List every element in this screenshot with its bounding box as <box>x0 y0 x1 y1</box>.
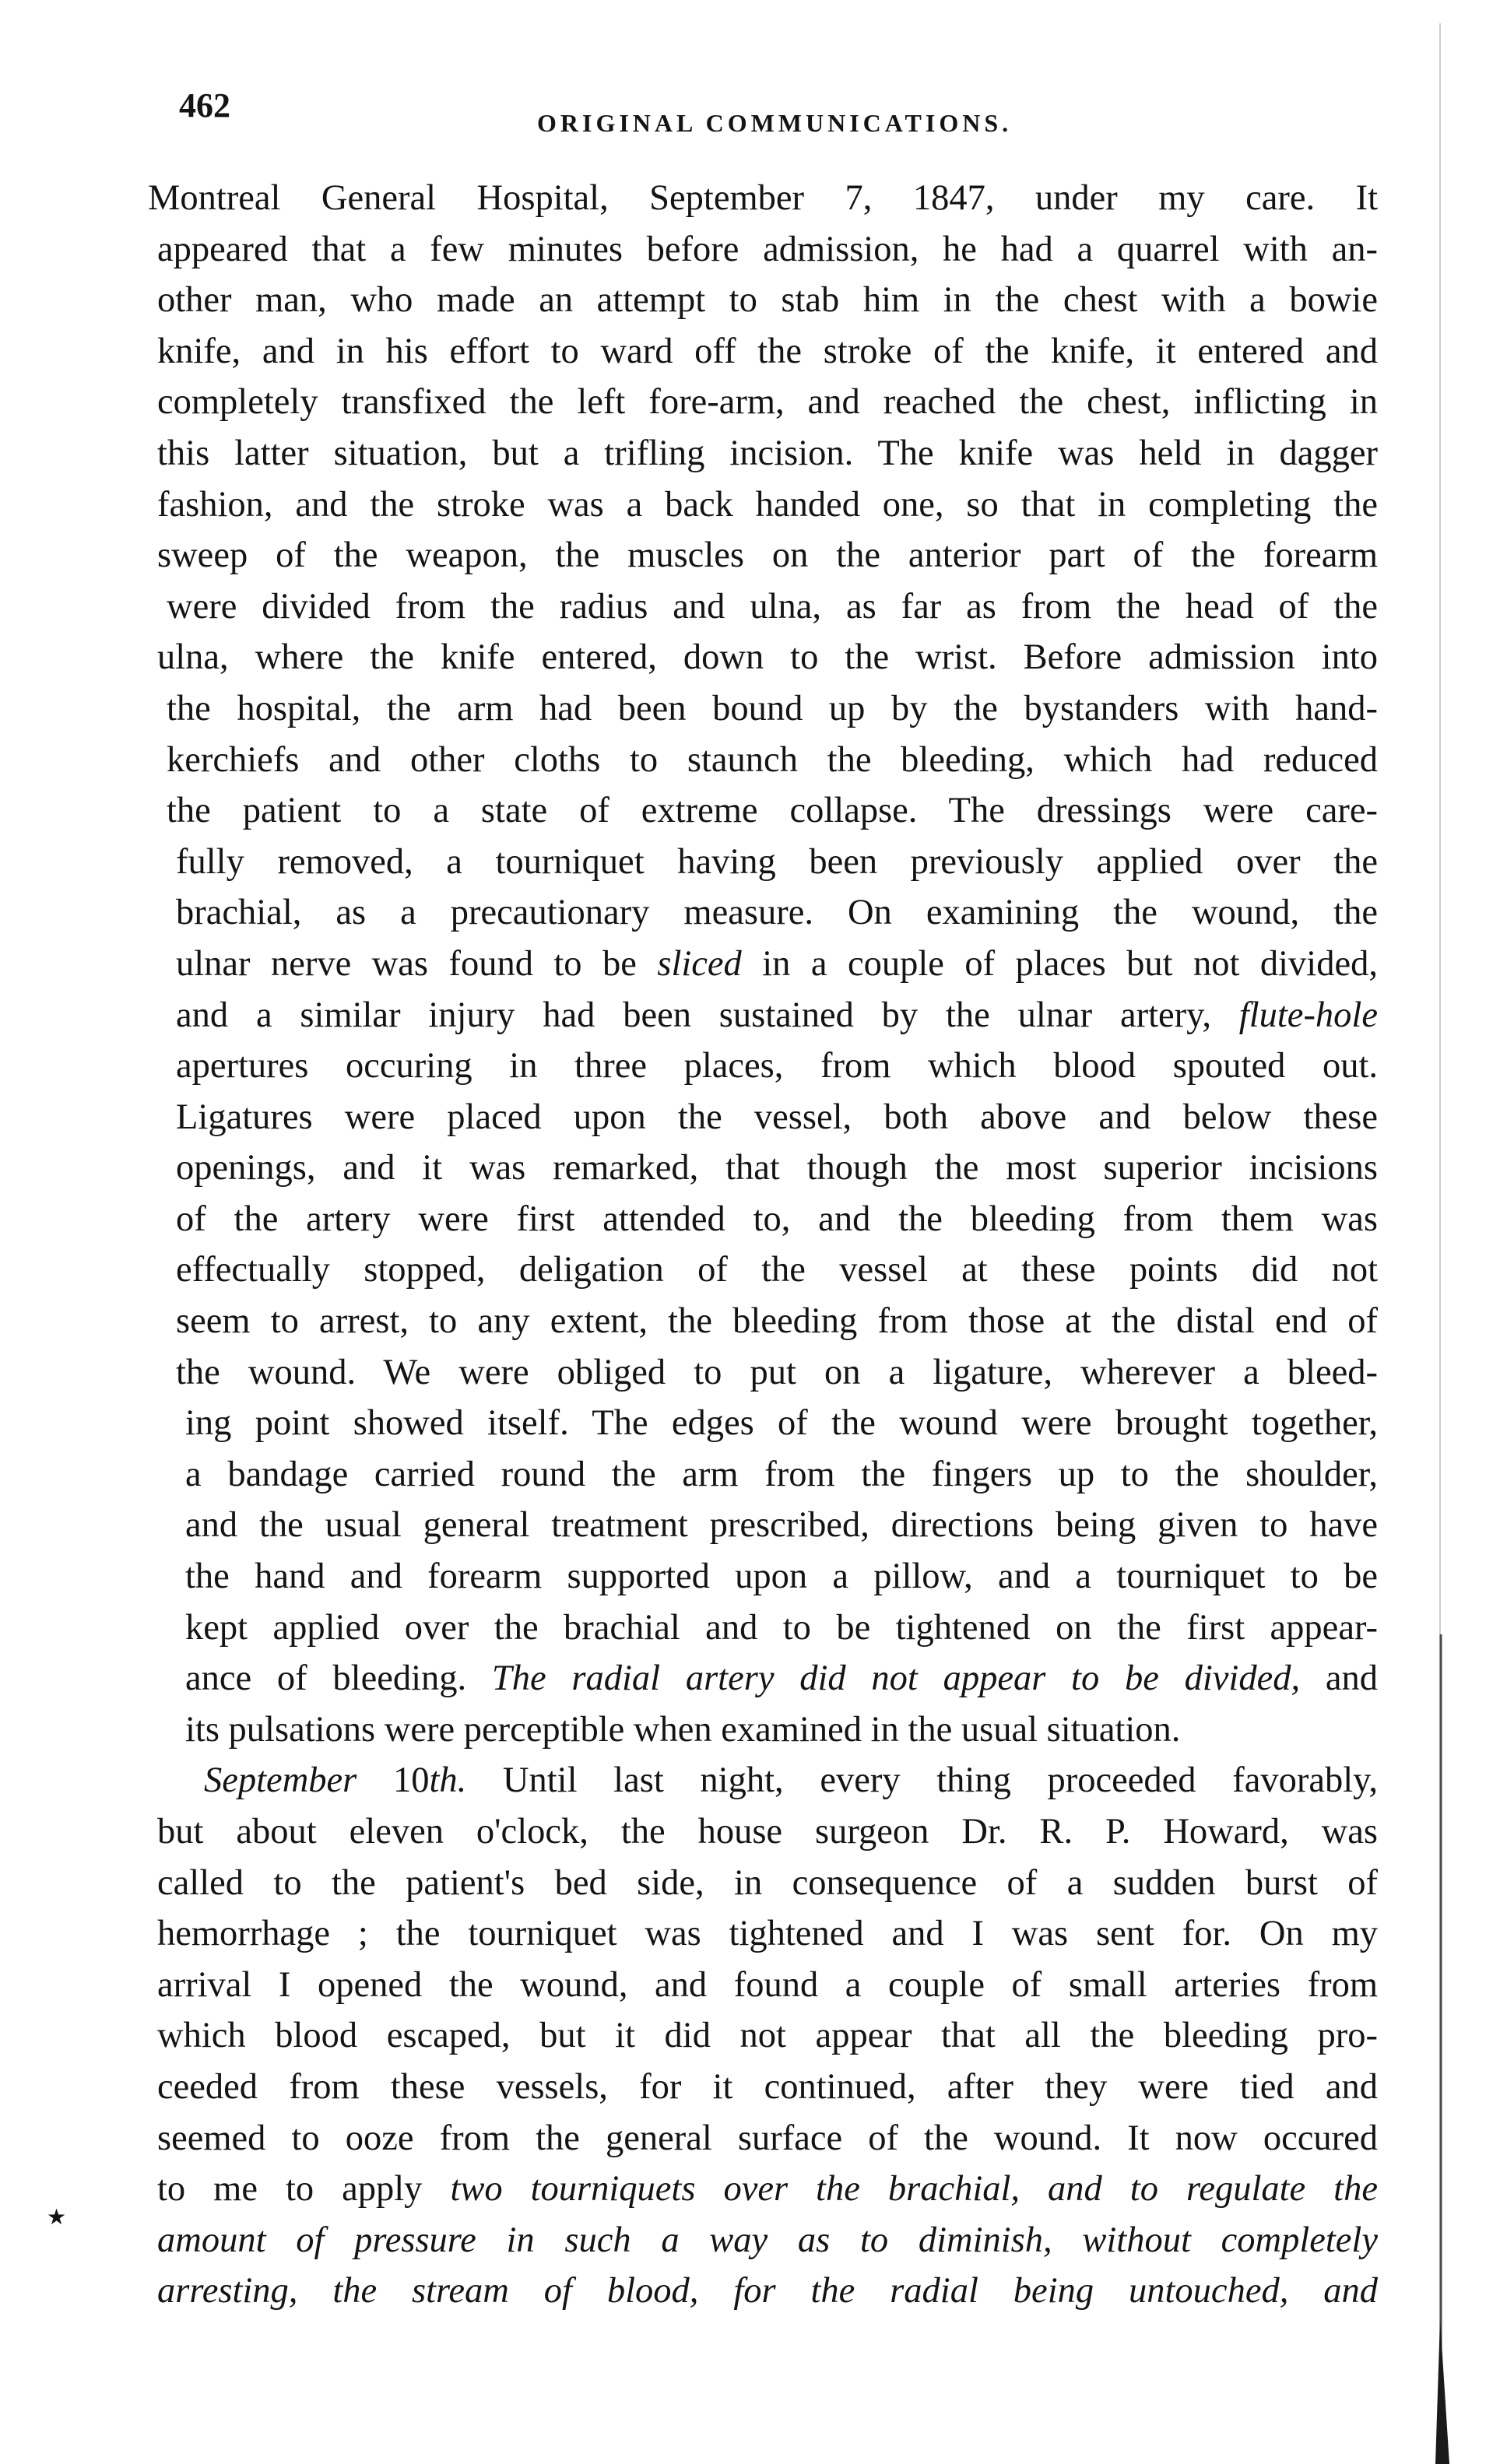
text-line: kept applied over the brachial and to be tightened on the first appear- <box>185 1607 1378 1648</box>
text-line: called to the patient's bed side, in consequence of a sudden burst of <box>157 1862 1378 1903</box>
text-line: other man, who made an attempt to stab him in the chest with a bowie <box>157 280 1378 321</box>
text-line: seem to arrest, to any extent, the bleeding from those at the distal end of <box>176 1301 1378 1342</box>
paragraph-1 <box>148 173 1378 1755</box>
text-line: appeared that a few minutes before admission, he had a quarrel with an- <box>157 229 1378 269</box>
pointing-hand-icon: ★ <box>47 2204 67 2230</box>
text-line: ance of bleeding. The radial artery did not appear to be divided, and <box>185 1658 1378 1699</box>
text-line: seemed to ooze from the general surface of the wound. It now occured <box>157 2118 1378 2158</box>
text-line: hemorrhage ; the tourniquet was tightened and I was sent for. On my <box>157 1914 1378 1954</box>
text-line: which blood escaped, but it did not appear that all the bleeding pro- <box>157 2016 1378 2056</box>
text-line: ing point showed itself. The edges of the wound were brought together, <box>185 1403 1378 1444</box>
text-line: Montreal General Hospital, September 7, 1847, under my care. It <box>148 178 1378 218</box>
text-line: this latter situation, but a trifling incision. The knife was held in dagger <box>157 433 1378 473</box>
text-line: and a similar injury had been sustained by the ulnar artery, flute-hole <box>176 995 1378 1035</box>
text-line: Ligatures were placed upon the vessel, both above and below these <box>176 1097 1378 1137</box>
text-line: ulnar nerve was found to be sliced in a couple of places but not divided, <box>176 943 1378 984</box>
text-line: the patient to a state of extreme collapse. The dressings were care- <box>167 791 1378 831</box>
text-line: and the usual general treatment prescribed, directions being given to have <box>185 1505 1378 1546</box>
text-line: but about eleven o'clock, the house surgeon Dr. R. P. Howard, was <box>157 1812 1378 1852</box>
text-line: brachial, as a precautionary measure. On examining the wound, the <box>176 893 1378 933</box>
text-line: apertures occuring in three places, from which blood spouted out. <box>176 1046 1378 1086</box>
text-line: fully removed, a tourniquet having been previously applied over the <box>176 841 1378 882</box>
text-line: sweep of the weapon, the muscles on the anterior part of the forearm <box>157 535 1378 576</box>
paragraph-2 <box>148 1755 1378 2317</box>
text-line: were divided from the radius and ulna, as far as from the head of the <box>167 586 1378 627</box>
text-line: amount of pressure in such a way as to diminish, without completely <box>157 2220 1378 2260</box>
text-line: arresting, the stream of blood, for the radial being untouched, and <box>157 2271 1378 2311</box>
body-text <box>148 173 1378 2317</box>
text-line: completely transfixed the left fore-arm, and reached the chest, inflicting in <box>157 382 1378 423</box>
text-line: ulna, where the knife entered, down to the wrist. Before admission into <box>157 637 1378 678</box>
text-line: openings, and it was remarked, that though the most superior incisions <box>176 1148 1378 1188</box>
text-line: to me to apply two tourniquets over the brachial, and to regulate the <box>157 2169 1378 2210</box>
text-line: ceeded from these vessels, for it continued, after they were tied and <box>157 2066 1378 2107</box>
text-line: kerchiefs and other cloths to staunch the bleeding, which had reduced <box>167 739 1378 780</box>
binding-edge-marks <box>1431 0 1449 2464</box>
running-head: ORIGINAL COMMUNICATIONS. <box>537 109 1013 137</box>
text-line: September 10th. Until last night, every thing proceeded favorably, <box>204 1760 1379 1801</box>
text-line: effectually stopped, deligation of the vessel at these points did not <box>176 1250 1378 1290</box>
text-line: the hand and forearm supported upon a pillow, and a tourniquet to be <box>185 1557 1378 1597</box>
text-line: the wound. We were obliged to put on a ligature, wherever a bleed- <box>176 1352 1378 1392</box>
text-line: fashion, and the stroke was a back handed one, so that in completing the <box>157 484 1378 525</box>
text-line: of the artery were first attended to, and the bleeding from them was <box>176 1199 1378 1239</box>
text-line: its pulsations were perceptible when examined in the usual situation. <box>185 1709 1181 1750</box>
text-line: arrival I opened the wound, and found a couple of small arteries from <box>157 1964 1378 2005</box>
text-line: a bandage carried round the arm from the fingers up to the shoulder, <box>185 1454 1378 1494</box>
text-line: the hospital, the arm had been bound up by the bystanders with hand- <box>167 688 1378 728</box>
text-line: knife, and in his effort to ward off the stroke of the knife, it entered and <box>157 331 1378 371</box>
page-number: 462 <box>179 86 230 125</box>
